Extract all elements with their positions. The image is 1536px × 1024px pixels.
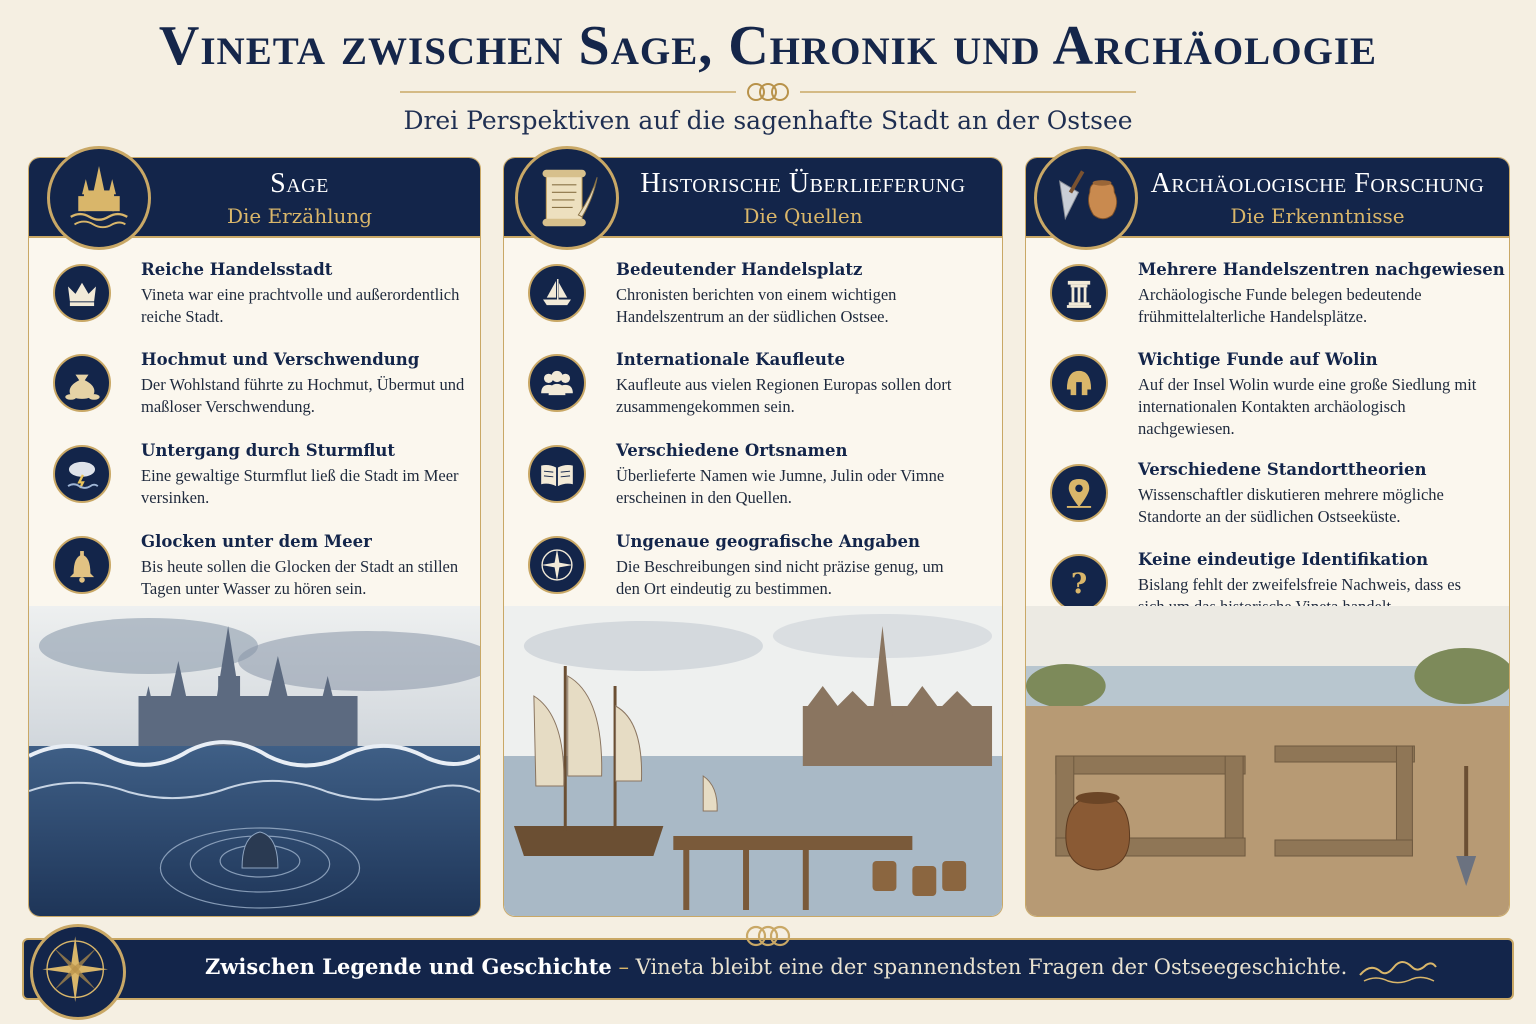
list-item	[1046, 348, 1477, 438]
item-title: Hochmut und Verschwendung	[141, 350, 420, 369]
panel-subtitle: Die Erkenntnisse	[1230, 204, 1405, 228]
item-text: Archäologische Funde belegen bedeutende frühmittelalterliche Handelsplätze.	[1138, 285, 1422, 326]
panel-title: Historische Überlieferung	[640, 168, 966, 199]
item-title: Untergang durch Sturmflut	[141, 441, 396, 460]
item-text: Auf der Insel Wolin wurde eine große Siedlung mit internationalen Kontakten archäologisch nachgewiesen.	[1138, 375, 1477, 438]
item-title: Internationale Kaufleute	[616, 350, 845, 369]
item-title: Reiche Handelsstadt	[141, 260, 333, 279]
sunken-city-illustration	[29, 606, 480, 916]
item-title: Wichtige Funde auf Wolin	[1138, 350, 1378, 369]
item-title: Glocken unter dem Meer	[141, 532, 372, 551]
list-item	[1046, 458, 1466, 542]
compass-rose-icon	[30, 924, 126, 1020]
item-title: Bedeutender Handelsplatz	[616, 260, 863, 279]
trowel-vase-icon	[1034, 146, 1138, 250]
list-item	[1046, 258, 1505, 342]
wave-ornament-icon	[1356, 953, 1440, 985]
helmet-icon	[1050, 354, 1108, 412]
page-subtitle: Drei Perspektiven auf die sagenhafte Stadt an der Ostsee	[403, 106, 1133, 135]
question-icon	[1050, 554, 1108, 612]
knot-ornament-icon	[736, 922, 800, 950]
item-text: Eine gewaltige Sturmflut ließ die Stadt im Meer versinken.	[141, 466, 459, 507]
castle-icon	[47, 146, 151, 250]
panel-subtitle: Die Quellen	[743, 204, 863, 228]
title-divider	[400, 80, 1136, 104]
footer-text	[205, 954, 1347, 979]
item-text: Wissenschaftler diskutieren mehrere mögliche Standorte an der südlichen Ostseeküste.	[1138, 485, 1444, 526]
footer-bold: Zwischen Legende und Geschichte	[205, 954, 612, 979]
item-text: Die Beschreibungen sind nicht präzise genug, um den Ort eindeutig zu bestimmen.	[616, 557, 944, 598]
item-text: Bislang fehlt der zweifelsfreie Nachweis, dass es	[1138, 575, 1462, 594]
svg-text:?: ?	[1070, 567, 1088, 601]
list-item	[524, 530, 944, 614]
column-icon	[1050, 264, 1108, 322]
panel-archaeologische-forschung	[1025, 157, 1510, 917]
list-item	[524, 439, 944, 523]
bell-icon	[53, 536, 111, 594]
list-item	[49, 348, 469, 432]
book-icon	[528, 445, 586, 503]
item-title: Verschiedene Ortsnamen	[616, 441, 848, 460]
list-item	[49, 439, 469, 523]
excavation-illustration	[1026, 606, 1509, 916]
ship-icon	[528, 264, 586, 322]
item-text: Chronisten berichten von einem wichtigen Handelszentrum an der südlichen Ostsee.	[616, 285, 897, 326]
list-item	[49, 530, 469, 614]
item-title: Keine eindeutige Identifikation	[1138, 550, 1429, 569]
footer-dash: –	[618, 955, 629, 979]
panel-historische-ueberlieferung	[503, 157, 1003, 917]
list-item	[49, 258, 469, 342]
list-item	[524, 258, 944, 342]
footer-rest: Vineta bleibt eine der spannendsten Fragen der Ostseegeschichte.	[635, 955, 1348, 979]
item-text: Kaufleute aus vielen Regionen Europas sollen dort zusammengekommen sein.	[616, 375, 952, 416]
location-pin-icon	[1050, 464, 1108, 522]
list-item	[524, 348, 952, 432]
item-title: Verschiedene Standorttheorien	[1138, 460, 1427, 479]
page-title: Vineta zwischen Sage, Chronik und Archäologie	[158, 15, 1378, 77]
item-title: Mehrere Handelszentren nachgewiesen	[1138, 260, 1505, 279]
harbor-illustration	[504, 606, 1002, 916]
scroll-icon	[515, 146, 619, 250]
panel-title: Archäologische Forschung	[1150, 168, 1485, 199]
item-text: Der Wohlstand führte zu Hochmut, Übermut und maßloser Verschwendung.	[141, 375, 465, 416]
crown-icon	[53, 264, 111, 322]
panel-sage	[28, 157, 481, 917]
item-title: Ungenaue geografische Angaben	[616, 532, 920, 551]
storm-icon	[53, 445, 111, 503]
panel-subtitle: Die Erzählung	[226, 204, 373, 228]
money-bag-icon	[53, 354, 111, 412]
panel-title: Sage	[270, 168, 329, 199]
people-icon	[528, 354, 586, 412]
item-text: Vineta war eine prachtvolle und außerordentlich reiche Stadt.	[141, 285, 460, 326]
item-text: Überlieferte Namen wie Jumne, Julin oder Vimne erscheinen in den Quellen.	[616, 466, 945, 507]
item-text: Bis heute sollen die Glocken der Stadt an stillen Tagen unter Wasser zu hören sein.	[141, 557, 459, 598]
compass-icon	[528, 536, 586, 594]
